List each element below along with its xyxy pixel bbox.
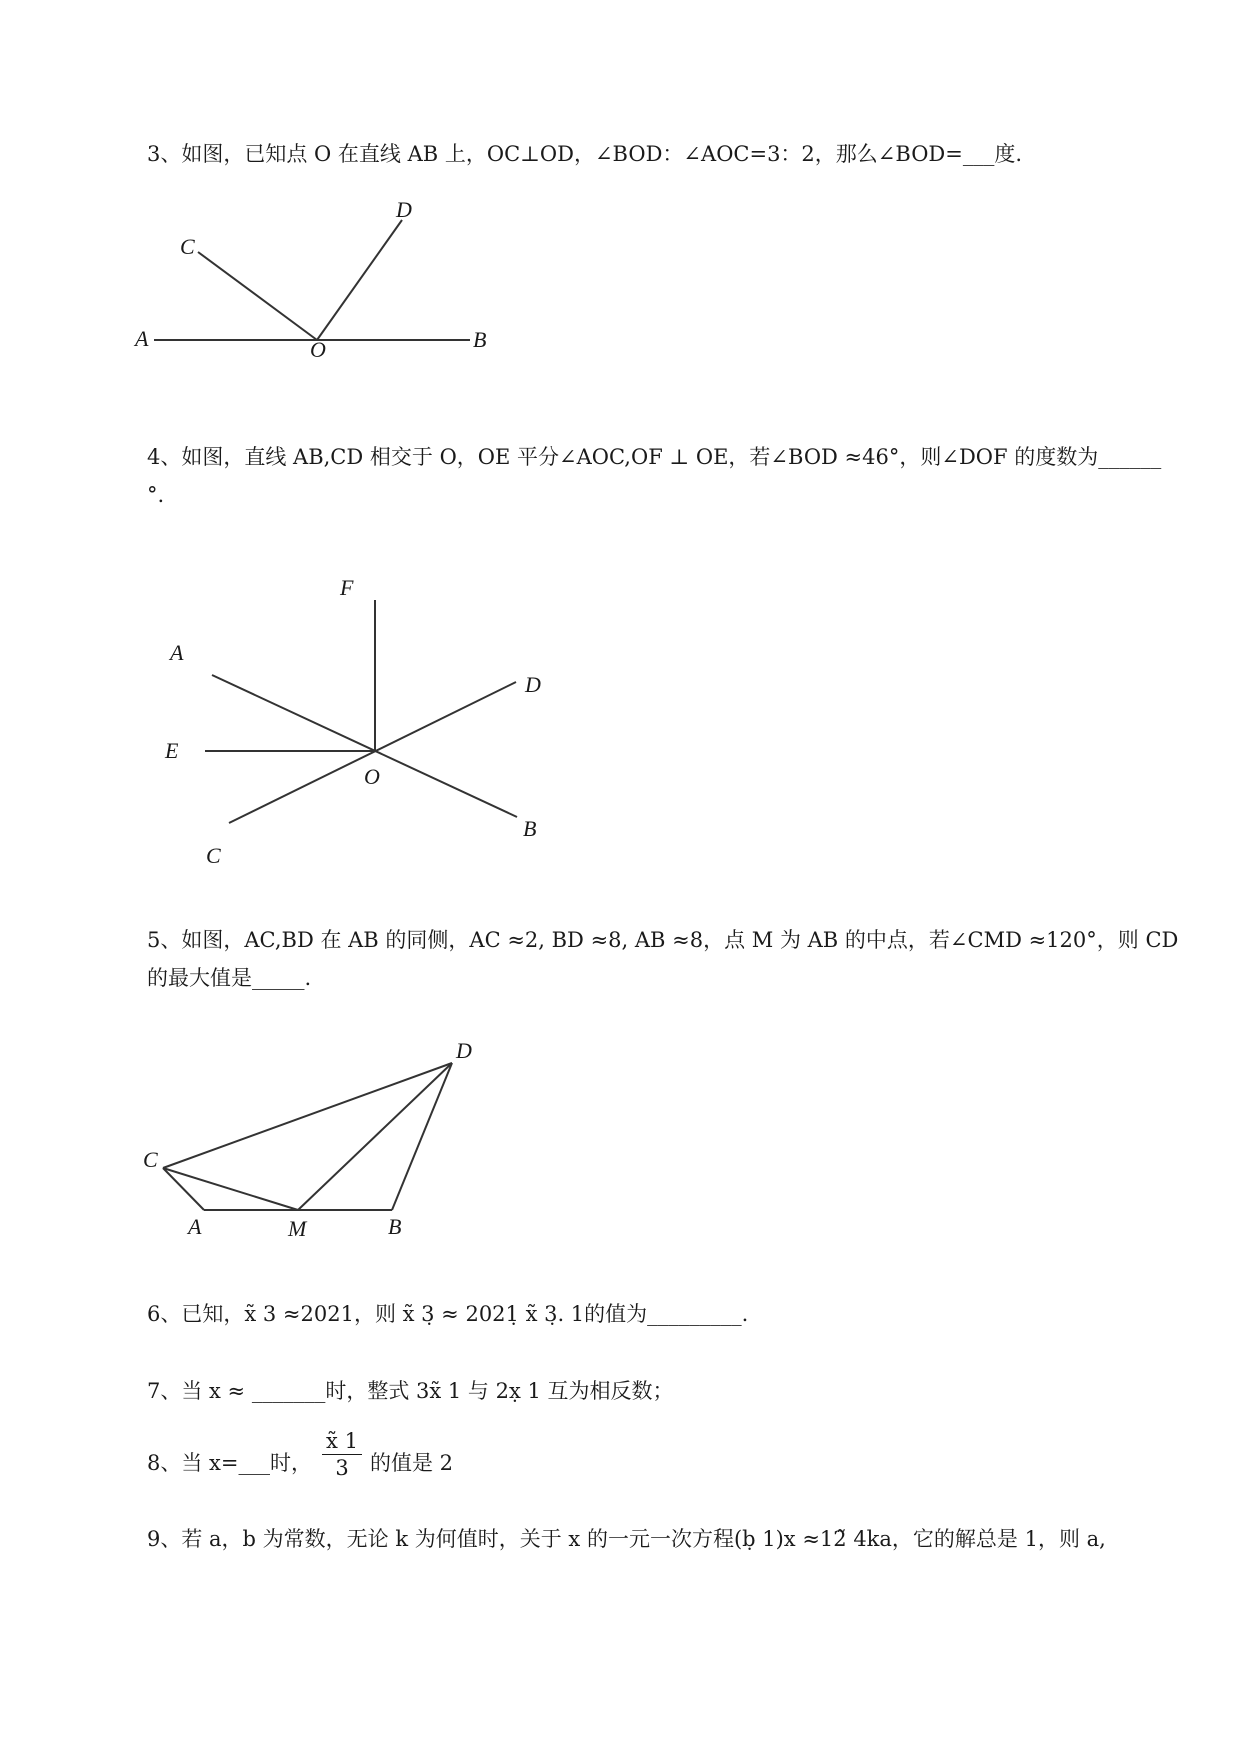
label-b: B [523,816,537,841]
label-a: A [188,1214,202,1239]
label-e: E [165,738,179,763]
label-o: O [364,764,380,789]
segment-cd [163,1063,452,1168]
label-a: A [170,640,184,665]
question-9-text: 9、若 a，b 为常数，无论 k 为何值时，关于 x 的一元一次方程(ḅ 1)x ≈12̃ 4ka，它的解总是 1，则 a, [147,1527,1106,1551]
question-5-text-cont: 的最大值是_____. [147,966,312,990]
segment-bd [392,1063,452,1210]
label-b: B [473,327,487,352]
line-od [317,220,402,340]
question-8-prefix: 8、当 x=___时， [147,1451,312,1475]
label-c: C [180,234,195,259]
question-4-text-cont: °. [147,483,165,507]
figure-q5 [140,1030,500,1250]
line-ab [212,675,517,817]
label-d: D [456,1038,472,1063]
label-d: D [525,672,541,697]
fraction-numerator: x̃ 1 [326,1429,358,1453]
label-c: C [143,1147,158,1172]
question-5-text: 5、如图，AC,BD 在 AB 的同侧，AC ≈2, BD ≈8, AB ≈8，点 M 为 AB 的中点，若∠CMD ≈120°，则 CD [147,928,1179,952]
figure-q4 [150,570,570,870]
question-7-text: 7、当 x ≈ _______时，整式 3x̃ 1 与 2x̣ 1 互为相反数； [147,1379,674,1403]
question-8-suffix: 的值是 2 [370,1451,454,1475]
label-b: B [388,1214,402,1239]
figure-q3 [135,195,520,365]
label-a: A [135,326,149,351]
fraction-denominator: 3 [335,1456,349,1480]
segment-md [298,1063,452,1210]
question-3-text: 3、如图，已知点 O 在直线 AB 上，OC⊥OD，∠BOD：∠AOC=3：2，那么∠BOD=___度. [147,142,1023,166]
line-oc [198,252,317,340]
label-c: C [206,843,221,868]
label-d: D [396,197,412,222]
label-o: O [310,337,326,362]
question-4-text: 4、如图，直线 AB,CD 相交于 O，OE 平分∠AOC,OF ⊥ OE，若∠BOD ≈46°，则∠DOF 的度数为______ [147,445,1162,469]
label-f: F [340,575,354,600]
question-8-fraction [322,1428,362,1481]
label-m: M [288,1216,307,1241]
question-6-text: 6、已知，x̃ 3 ≈2021，则 x̃ 3̣ ≈ 2021̣ x̃ 3̣. 1的值为_________. [147,1302,749,1326]
